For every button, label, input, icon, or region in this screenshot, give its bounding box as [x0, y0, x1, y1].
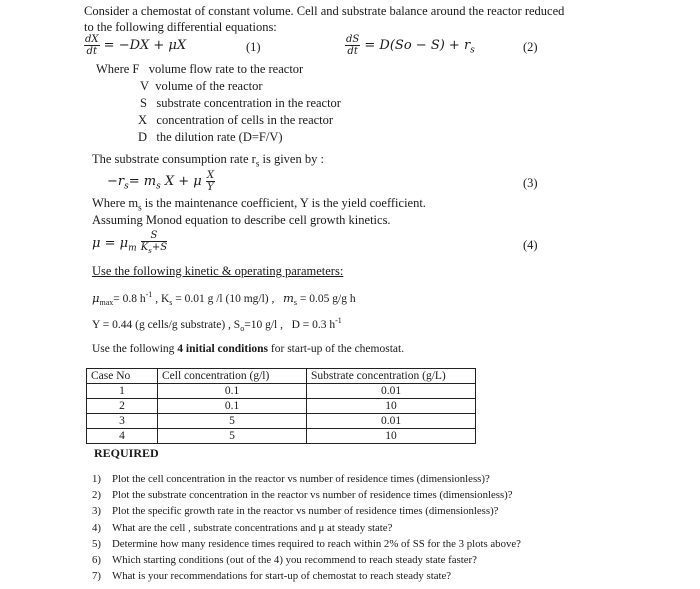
list-item: 3) Plot the specific growth rate in the reactor vs number of residence times (dimensionless)? — [92, 505, 499, 518]
equation-4-number: (4) — [523, 238, 538, 252]
monod-line: Assuming Monod equation to describe cell growth kinetics. — [92, 213, 391, 227]
definition-s: S substrate concentration in the reactor — [140, 96, 341, 110]
list-item: 5) Determine how many residence times required to reach within 2% of SS for the 3 plots above? — [92, 537, 521, 550]
table-row — [87, 384, 476, 399]
conditions-intro: Use the following 4 initial conditions for start-up of the chemostat. — [92, 343, 405, 355]
required-heading: REQUIRED — [94, 446, 159, 460]
table-header: Cell concentration (g/l) — [158, 369, 307, 384]
equation-3: $-r_s= m_s$ X + μ $\frac{X}{Y}$ — [107, 170, 214, 193]
where-line: Where $m_s$ is the maintenance coefficient, Y is the yield coefficient. — [92, 196, 426, 213]
table-cell: 5 — [158, 429, 307, 444]
consumption-intro: The substrate consumption rate $r_s$ is given by : — [92, 152, 324, 169]
equation-2: $\frac{dS}{dt}$ = $D(So - S) + r_s$ — [346, 34, 475, 57]
list-item: 1) Plot the cell concentration in the reactor vs number of residence times (dimensionless)? — [92, 473, 490, 485]
table-row — [87, 414, 476, 429]
table-cell: 0.01 — [307, 414, 476, 429]
equation-1-number: (1) — [246, 40, 261, 54]
params-line-1: $\mu_{max}= 0.8$ $h^{-1}$ , $K_s = 0.01$ g /l (10 mg/l) , $m_s = 0.05$ g/g h — [92, 290, 356, 308]
equation-4: $\mu = \mu_m$ $\frac{S}{K_s+S}$ — [92, 230, 168, 255]
table-cell: 2 — [87, 399, 158, 414]
intro-line-2: to the following differential equations: — [84, 20, 277, 34]
table-header: Substrate concentration (g/L) — [307, 369, 476, 384]
table-cell: 0.1 — [158, 384, 307, 399]
table-cell: 10 — [307, 429, 476, 444]
table-cell: 3 — [87, 414, 158, 429]
params-heading: Use the following kinetic & operating parameters: — [92, 264, 344, 278]
required-list — [92, 471, 521, 584]
table-cell: 1 — [87, 384, 158, 399]
intro-line-1: Consider a chemostat of constant volume. Cell and substrate balance around the reactor reduced — [84, 4, 565, 18]
table-header-row — [87, 369, 476, 384]
equation-2-number: (2) — [523, 40, 538, 54]
equation-1: $\frac{dX}{dt}$ = −DX + μX — [85, 34, 187, 57]
list-item: 2) Plot the substrate concentration in the reactor vs number of residence times (dimensionless)? — [92, 489, 513, 502]
list-item: 4) What are the cell , substrate concentrations and μ at steady state? — [92, 521, 393, 534]
list-item: 7) What is your recommendations for start-up of chemostat to reach steady state? — [92, 570, 452, 583]
params-line-2: Y = 0.44 (g cells/g substrate) , $S_o=10$ g/l , D = 0.3 $h^{-1}$ — [92, 316, 342, 334]
table-cell: 5 — [158, 414, 307, 429]
equation-3-number: (3) — [523, 176, 538, 190]
list-item: 6) Which starting conditions (out of the 4) you recommend to reach steady state faster? — [92, 553, 477, 566]
definition-d: D the dilution rate (D=F/V) — [138, 130, 283, 144]
table-cell: 4 — [87, 429, 158, 444]
definition-x: X concentration of cells in the reactor — [138, 113, 334, 127]
table-header: Case No — [87, 369, 158, 384]
table-cell: 10 — [307, 399, 476, 414]
definition-f: Where F volume flow rate to the reactor — [96, 62, 304, 76]
table-cell: 0.1 — [158, 399, 307, 414]
definition-v: V volume of the reactor — [140, 79, 263, 93]
initial-conditions-table — [86, 368, 476, 444]
table-cell: 0.01 — [307, 384, 476, 399]
table-row — [87, 399, 476, 414]
table-row — [87, 429, 476, 444]
